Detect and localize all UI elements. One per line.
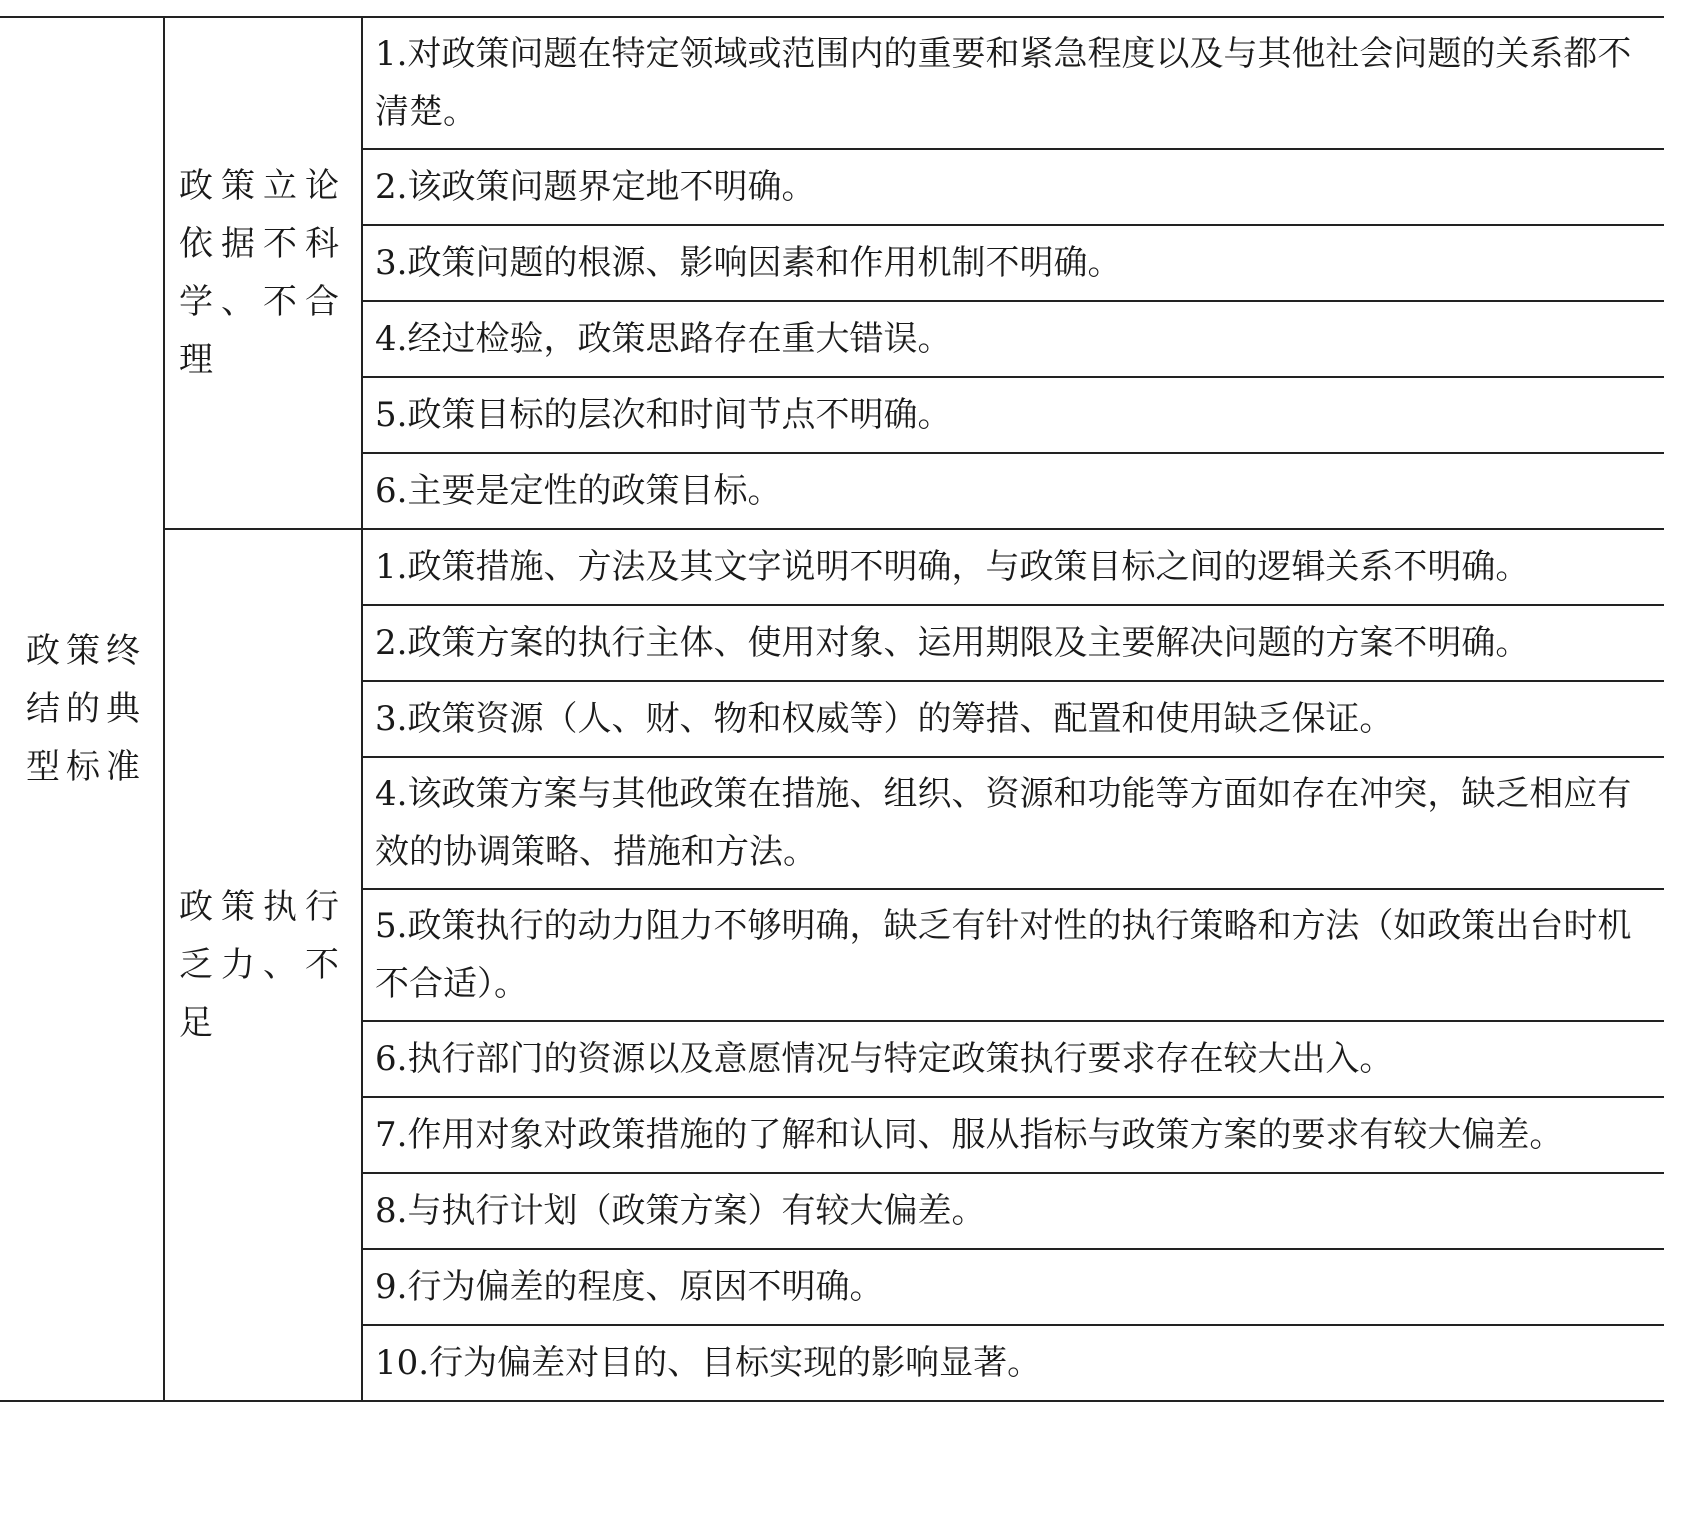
item-cell (362, 1021, 1664, 1097)
item-cell (362, 17, 1664, 149)
criteria-label: 政策终 结的典 型标准 (26, 631, 146, 787)
item-cell (362, 681, 1664, 757)
item-cell (362, 225, 1664, 301)
item-text: 3.政策资源（人、财、物和权威等）的筹措、配置和使用缺乏保证。 (375, 699, 1394, 739)
item-text: 3.政策问题的根源、影响因素和作用机制不明确。 (375, 243, 1122, 283)
item-text: 8.与执行计划（政策方案）有较大偏差。 (375, 1191, 986, 1231)
item-text: 7.作用对象对政策措施的了解和认同、服从指标与政策方案的要求有较大偏差。 (375, 1115, 1564, 1155)
item-text: 1.政策措施、方法及其文字说明不明确，与政策目标之间的逻辑关系不明确。 (375, 547, 1530, 587)
item-text: 4.该政策方案与其他政策在措施、组织、资源和功能等方面如存在冲突，缺乏相应有效的协调策略、措施和方法。 (375, 774, 1632, 872)
item-cell (362, 1325, 1664, 1401)
item-cell (362, 529, 1664, 605)
item-text: 5.政策执行的动力阻力不够明确，缺乏有针对性的执行策略和方法（如政策出台时机不合适）。 (375, 906, 1632, 1004)
item-text: 6.主要是定性的政策目标。 (375, 471, 782, 511)
table-row (0, 17, 1664, 149)
criteria-cell (0, 17, 164, 1401)
item-cell (362, 453, 1664, 529)
item-text: 5.政策目标的层次和时间节点不明确。 (375, 395, 952, 435)
category-label: 政策立论 依据不科 学、不合理 (179, 166, 347, 380)
item-cell (362, 605, 1664, 681)
category-label: 政策执行 乏力、不足 (179, 887, 347, 1043)
item-cell (362, 301, 1664, 377)
table-row (0, 529, 1664, 605)
item-text: 4.经过检验，政策思路存在重大错误。 (375, 319, 952, 359)
item-cell (362, 1097, 1664, 1173)
item-cell (362, 1173, 1664, 1249)
item-cell (362, 757, 1664, 889)
item-text: 1.对政策问题在特定领域或范围内的重要和紧急程度以及与其他社会问题的关系都不清楚。 (375, 34, 1632, 132)
category-cell (164, 17, 362, 529)
item-text: 9.行为偏差的程度、原因不明确。 (375, 1267, 884, 1307)
item-cell (362, 889, 1664, 1021)
item-text: 6.执行部门的资源以及意愿情况与特定政策执行要求存在较大出入。 (375, 1039, 1394, 1079)
item-text: 2.政策方案的执行主体、使用对象、运用期限及主要解决问题的方案不明确。 (375, 623, 1530, 663)
item-text: 10.行为偏差对目的、目标实现的影响显著。 (375, 1343, 1042, 1383)
category-cell (164, 529, 362, 1401)
item-cell (362, 149, 1664, 225)
item-cell (362, 377, 1664, 453)
criteria-table (0, 16, 1664, 1402)
item-cell (362, 1249, 1664, 1325)
item-text: 2.该政策问题界定地不明确。 (375, 167, 816, 207)
table-body (0, 17, 1664, 1401)
